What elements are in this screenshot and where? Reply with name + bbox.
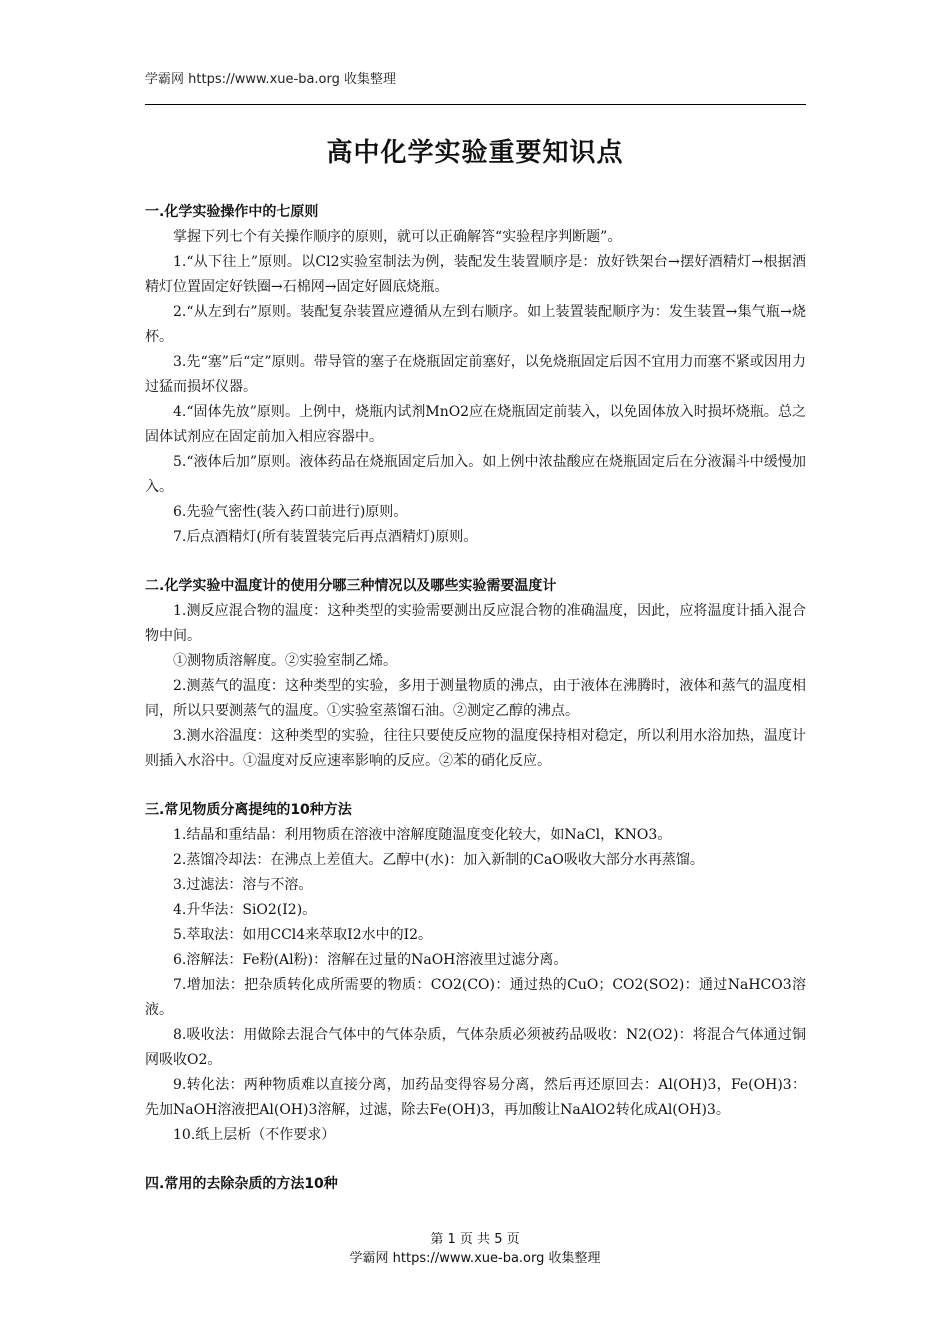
- header-divider: [145, 104, 806, 105]
- paragraph: 6.溶解法：Fe粉(Al粉)：溶解在过量的NaOH溶液里过滤分离。: [173, 952, 568, 968]
- paragraph: 8.吸收法：用做除去混合气体中的气体杂质，气体杂质必须被药品吸收：N2(O2)：将混合气体通过铜网吸收O2。: [145, 1027, 806, 1068]
- paragraph: 1.“从下往上”原则。以Cl2实验室制法为例，装配发生装置顺序是：放好铁架台→摆好酒精灯→根据酒精灯位置固定好铁圈→石棉网→固定好圆底烧瓶。: [145, 254, 806, 295]
- section-gap: [145, 774, 806, 798]
- document-body: [145, 200, 806, 1197]
- paragraph: 7.增加法：把杂质转化成所需要的物质：CO2(CO)：通过热的CuO；CO2(SO2)：通过NaHCO3溶液。: [145, 977, 806, 1018]
- section-2: [145, 574, 806, 774]
- section-3: [145, 798, 806, 1148]
- paragraph: ①测物质溶解度。②实验室制乙烯。: [173, 653, 397, 669]
- paragraph: 5.“液体后加”原则。液体药品在烧瓶固定后加入。如上例中浓盐酸应在烧瓶固定后在分液漏斗中缓慢加入。: [145, 454, 806, 495]
- section-heading: 三.常见物质分离提纯的10种方法: [145, 802, 352, 818]
- page-number: 第 1 页 共 5 页: [430, 1232, 520, 1247]
- paragraph: 5.萃取法：如用CCl4来萃取I2水中的I2。: [173, 927, 433, 943]
- paragraph: 掌握下列七个有关操作顺序的原则，就可以正确解答“实验程序判断题”。: [173, 229, 622, 245]
- section-heading: 一.化学实验操作中的七原则: [145, 204, 319, 220]
- section-1: [145, 200, 806, 550]
- section-heading: 二.化学实验中温度计的使用分哪三种情况以及哪些实验需要温度计: [145, 578, 557, 594]
- section-gap: [145, 550, 806, 574]
- paragraph: 4.升华法：SiO2(I2)。: [173, 902, 317, 918]
- paragraph: 3.测水浴温度：这种类型的实验，往往只要使反应物的温度保持相对稳定，所以利用水浴加热，温度计则插入水浴中。①温度对反应速率影响的反应。②苯的硝化反应。: [145, 728, 806, 769]
- paragraph: 10.纸上层析（不作要求）: [173, 1127, 336, 1143]
- paragraph: 1.结晶和重结晶：利用物质在溶液中溶解度随温度变化较大，如NaCl，KNO3。: [173, 827, 672, 843]
- section-gap: [145, 1148, 806, 1172]
- paragraph: 6.先验气密性(装入药口前进行)原则。: [173, 504, 408, 520]
- page-header: 学霸网 https://www.xue-ba.org 收集整理: [145, 72, 396, 87]
- paragraph: 9.转化法：两种物质难以直接分离，加药品变得容易分离，然后再还原回去：Al(OH)3，Fe(OH)3：先加NaOH溶液把Al(OH)3溶解，过滤，除去Fe(OH)3，再加酸让NaAlO2转化成Al(OH)3。: [145, 1077, 806, 1118]
- paragraph: 2.测蒸气的温度：这种类型的实验，多用于测量物质的沸点，由于液体在沸腾时，液体和蒸气的温度相同，所以只要测蒸气的温度。①实验室蒸馏石油。②测定乙醇的沸点。: [145, 678, 806, 719]
- section-4: [145, 1172, 806, 1197]
- paragraph: 3.先“塞”后“定”原则。带导管的塞子在烧瓶固定前塞好，以免烧瓶固定后因不宜用力而塞不紧或因用力过猛而损坏仪器。: [145, 354, 806, 395]
- paragraph: 2.蒸馏冷却法：在沸点上差值大。乙醇中(水)：加入新制的CaO吸收大部分水再蒸馏。: [173, 852, 704, 868]
- paragraph: 4.“固体先放”原则。上例中，烧瓶内试剂MnO2应在烧瓶固定前装入，以免固体放入时损坏烧瓶。总之固体试剂应在固定前加入相应容器中。: [145, 404, 806, 445]
- paragraph: 7.后点酒精灯(所有装置装完后再点酒精灯)原则。: [173, 529, 478, 545]
- paragraph: 2.“从左到右”原则。装配复杂装置应遵循从左到右顺序。如上装置装配顺序为：发生装置→集气瓶→烧杯。: [145, 304, 806, 345]
- paragraph: 3.过滤法：溶与不溶。: [173, 877, 313, 893]
- page-footer: 学霸网 https://www.xue-ba.org 收集整理: [349, 1251, 601, 1266]
- section-heading: 四.常用的去除杂质的方法10种: [145, 1176, 338, 1192]
- paragraph: 1.测反应混合物的温度：这种类型的实验需要测出反应混合物的准确温度，因此，应将温度计插入混合物中间。: [145, 603, 806, 644]
- document-title: 高中化学实验重要知识点: [326, 138, 624, 168]
